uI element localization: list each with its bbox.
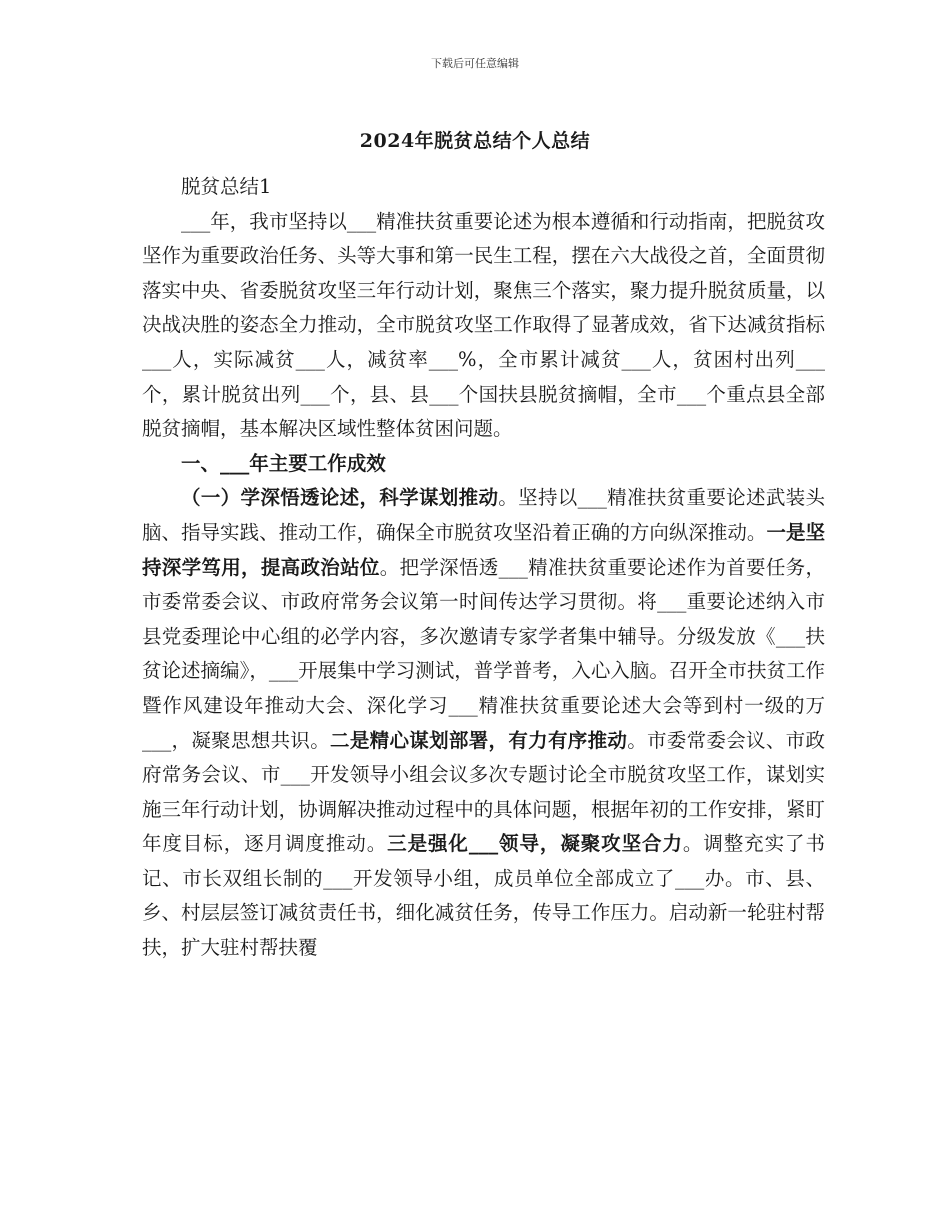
section-label: 脱贫总结1 [181,175,272,198]
subheading-4: 三是强化___领导，凝聚攻坚合力 [387,832,683,856]
body-paragraph [142,481,825,965]
paragraph-text-2: 。把学深悟透___精准扶贫重要论述作为首要任务，市委常委会议、市政府常务会议第一时间传达学习贯彻。将___重要论述纳入市县党委理论中心组的必学内容，多次邀请专家学者集中辅导。分级发放《___扶贫论述摘编》，___开展集中学习测试，普学普考，入心入脑。召开全市扶贫工作暨作风建设年推动大会、深化学习___精准扶贫重要论述大会等到村一级的万___，凝聚思想共识。 [142,555,825,752]
subheading-2: 一是坚持深学笃用，提高政治站位 [142,520,825,579]
intro-paragraph: ___年，我市坚持以___精准扶贫重要论述为根本遵循和行动指南，把脱贫攻坚作为重要政治任务、头等大事和第一民生工程，摆在六大战役之首，全面贯彻落实中央、省委脱贫攻坚三年行动计划，聚焦三个落实，聚力提升脱贫质量，以决战决胜的姿态全力推动，全市脱贫攻坚工作取得了显著成效，省下达减贫指标___人，实际减贫___人，减贫率___%，全市累计减贫___人，贫困村出列___个，累计脱贫出列___个，县、县___个国扶县脱贫摘帽，全市___个重点县全部脱贫摘帽，基本解决区域性整体贫困问题。 [142,209,825,441]
paragraph-text-4: 。调整充实了书记、市长双组长制的___开发领导小组，成员单位全部成立了___办。市、县、乡、村层层签订减贫责任书，细化减贫任务，传导工作压力。启动新一轮驻村帮扶，扩大驻村帮扶覆 [142,832,825,960]
subheading-1: （一）学深悟透论述，科学谋划推动 [181,486,499,510]
subheading-3: 二是精心谋划部署，有力有序推动 [330,728,628,752]
document-body [142,170,825,966]
page-title: 2024年脱贫总结个人总结 [359,130,591,152]
paragraph-text-3: 。市委常委会议、市政府常务会议、市___开发领导小组会议多次专题讨论全市脱贫攻坚工作，谋划实施三年行动计划，协调解决推动过程中的具体问题，根据年初的工作安排，紧盯年度目标，逐月调度推动。 [142,728,825,856]
paragraph-text-1: 。坚持以___精准扶贫重要论述武装头脑、指导实践、推动工作，确保全市脱贫攻坚沿着正确的方向纵深推动。 [142,486,825,544]
section-heading: 一、___年主要工作成效 [181,451,386,475]
header-note: 下载后可任意编辑 [431,57,519,70]
